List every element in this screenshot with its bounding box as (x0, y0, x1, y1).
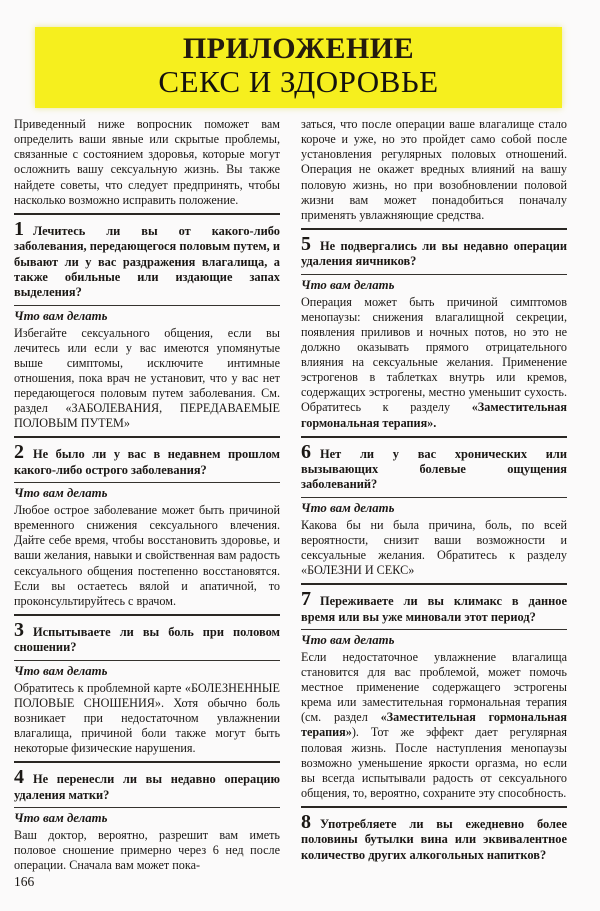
divider (14, 305, 280, 306)
divider (14, 660, 280, 661)
question-number-1: 1 (14, 217, 24, 240)
question-block-4 (14, 767, 280, 873)
question-number-8: 8 (301, 811, 311, 834)
question-block-6 (301, 442, 567, 585)
what-to-do-heading-5: Что вам делать (301, 277, 395, 292)
what-to-do-heading-1: Что вам делать (14, 308, 108, 323)
divider (14, 436, 280, 438)
question-text-7: Переживаете ли вы климакс в данное время или вы уже миновали этот период? (301, 594, 567, 624)
divider (14, 213, 280, 215)
divider (301, 228, 567, 230)
answer-text-7 (301, 650, 567, 801)
page-number: 166 (14, 874, 35, 890)
answer-5-segment-1: Операция может быть причиной симптомов менопаузы: снижения влагалищной секреции, появления приливов и ночных потов, но это не должно оказывать прямого отрицательного влияния на сексуальные желания. Применение эстрогенов в таблетках внутрь или кремов, содержащих эстрогены, местно уменьшит сухость. Обратитесь к разделу (301, 294, 567, 415)
question-block-2 (14, 442, 280, 615)
question-number-4: 4 (14, 766, 24, 789)
answer-7-segment-2-bold: «Заместительная гормональная терапия» (301, 710, 567, 740)
answer-text-4-continued: заться, что после операции ваше влагалище стало короче и уже, но это пройдет само собой после установления регулярных половых отношений. Операция не окажет вредных влияний на вашу половую жизнь, но при возобновлении половой жизни вам может понадобиться поначалу применять увлажняющие средства. (301, 117, 567, 222)
divider (14, 482, 280, 483)
question-1 (14, 219, 280, 301)
question-text-4: Не перенесли ли вы недавно операцию удаления матки? (14, 772, 280, 802)
question-block-8 (301, 812, 567, 863)
divider (301, 436, 567, 438)
appendix-banner (35, 27, 562, 108)
what-to-do-heading-4: Что вам делать (14, 810, 108, 825)
question-number-2: 2 (14, 441, 24, 464)
question-text-1: Лечитесь ли вы от какого-либо заболевания, передающегося половым путем, и бывают ли у вас раздражения влагалища, а также обильные или издающие запах выделения? (14, 223, 280, 300)
column-left (14, 117, 280, 891)
answer-text-2: Любое острое заболевание может быть причиной временного снижения сексуального влечения. Дайте себе время, чтобы восстановить здоровье, и ваши желания, навыки и свойственная вам радость сексуального общения постепенно восстановятся. Если вы остаетесь вялой и апатичной, то проконсультируйтесь с врачом. (14, 503, 280, 608)
divider (301, 497, 567, 498)
question-number-6: 6 (301, 440, 311, 463)
question-text-5: Не подвергались ли вы недавно операции удаления яичников? (301, 238, 567, 269)
question-block-7 (301, 589, 567, 808)
question-block-5 (301, 234, 567, 438)
intro-paragraph: Приведенный ниже вопросник поможет вам определить ваши явные или скрытые проблемы, связанные с состоянием здоровья, которые могут осложнить вашу сексуальную жизнь. Вы также найдете советы, что следует предпринять, чтобы насколько возможно исправить положение. (14, 117, 280, 207)
answer-text-4-left: Ваш доктор, вероятно, разрешит вам иметь половое сношение примерно через 6 нед после операции. Сначала вам может пока- (14, 827, 280, 873)
what-to-do-heading-7: Что вам делать (301, 632, 395, 647)
column-right (301, 117, 567, 891)
divider (301, 629, 567, 630)
question-7 (301, 589, 567, 625)
banner-subtitle: СЕКС И ЗДОРОВЬЕ (158, 64, 439, 99)
page-body (0, 108, 600, 891)
what-to-do-heading-6: Что вам делать (301, 500, 395, 515)
question-text-8: Употребляете ли вы ежедневно более половины бутылки вина или эквивалентное количество других алкогольных напитков? (301, 817, 567, 862)
question-5 (301, 234, 567, 270)
question-text-6: Нет ли у вас хронических или вызывающих болевые ощущения заболеваний? (301, 446, 567, 492)
answer-text-3: Обратитесь к проблемной карте «БОЛЕЗНЕННЫЕ ПОЛОВЫЕ СНОШЕНИЯ». Хотя обычно боль возникает при недостаточном увлажнении влагалища, причиной боли также могут быть некоторые физические нарушения. (14, 680, 280, 756)
answer-text-5 (301, 295, 567, 431)
question-number-7: 7 (301, 588, 311, 611)
question-4 (14, 767, 280, 803)
question-block-3 (14, 620, 280, 763)
question-2 (14, 442, 280, 478)
answer-text-6: Какова бы ни была причина, боль, по всей вероятности, снизит ваши возможности и сексуальные желания. Обратитесь к разделу «БОЛЕЗНИ И СЕКС» (301, 517, 567, 578)
divider (14, 807, 280, 808)
divider (14, 614, 280, 616)
divider (14, 761, 280, 763)
question-number-3: 3 (14, 618, 24, 641)
answer-text-1: Избегайте сексуального общения, если вы лечитесь или если у вас имеются упомянутые выше симптомы, исключите интимные отношения, пока врач не установит, что у вас нет передающегося половым путем заболевания. См. раздел «ЗАБОЛЕВАНИЯ, ПЕРЕДАВАЕМЫЕ ПОЛОВЫМ ПУТЕМ» (14, 325, 280, 431)
question-block-1 (14, 219, 280, 439)
question-number-5: 5 (301, 232, 311, 255)
divider (301, 274, 567, 275)
answer-7-segment-3: ). Тот же эффект дает регулярная половая жизнь. После наступления менопаузы возможно уменьшение яркости оргазма, но если вы всегда испытывали радость от сексуального общения, то, вероятно, сохраните эту способность. (301, 725, 567, 800)
question-text-3: Испытываете ли вы боль при половом сношении? (14, 624, 280, 655)
what-to-do-heading-2: Что вам делать (14, 486, 108, 501)
question-8 (301, 812, 567, 863)
answer-7-segment-1: Если недостаточное увлажнение влагалища становится для вас проблемой, может помочь местное применение содержащего эстрогены крема или заместительная гормональная терапия (см. раздел (301, 649, 567, 725)
question-text-2: Не было ли у вас в недавнем прошлом какого-либо острого заболевания? (14, 447, 280, 477)
banner-title: ПРИЛОЖЕНИЕ (182, 32, 415, 65)
what-to-do-heading-3: Что вам делать (14, 663, 108, 678)
answer-5-segment-2-bold: «Заместительная гормональная терапия». (301, 400, 567, 430)
question-3 (14, 620, 280, 656)
question-6 (301, 442, 567, 493)
divider (301, 583, 567, 585)
divider (301, 806, 567, 808)
